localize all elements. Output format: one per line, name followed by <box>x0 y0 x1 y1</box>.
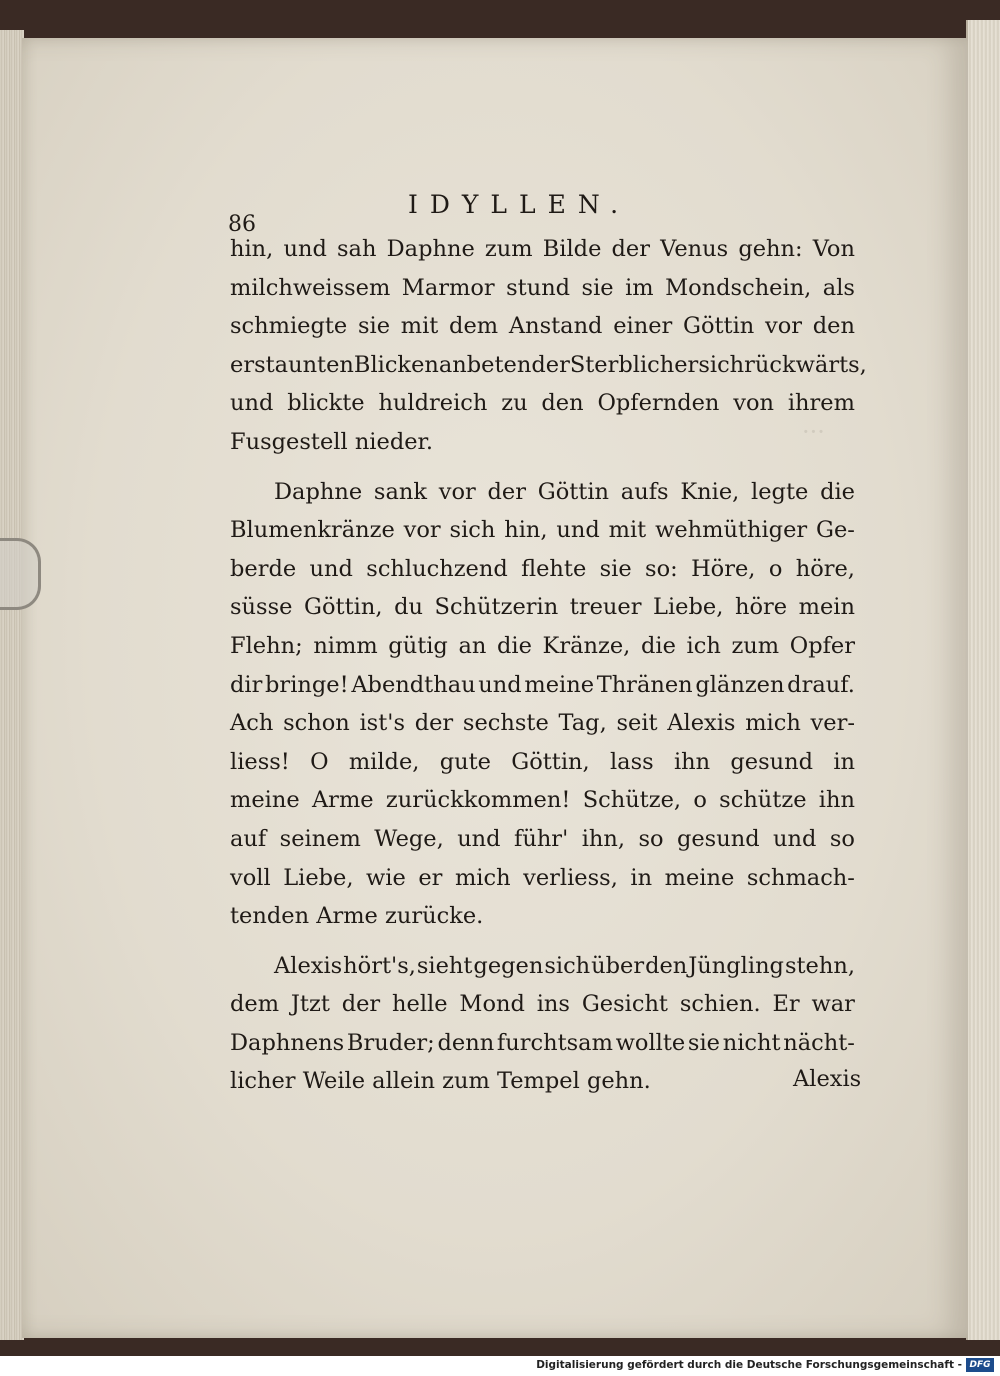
text-line: tenden Arme zurücke. <box>230 903 484 930</box>
catchword: Alexis <box>793 1066 862 1092</box>
right-page-edges <box>966 20 1000 1340</box>
text-line: meine Arme zurückkommen! Schütze, o schütze ihn <box>230 787 855 814</box>
paragraph <box>230 473 855 936</box>
text-line: licher Weile allein zum Tempel gehn. <box>230 1068 651 1095</box>
paragraph-gap <box>230 462 855 473</box>
text-line: Daphnens Bruder; denn furchtsam wollte sie nicht nächt- <box>230 1029 855 1056</box>
text-line: süsse Göttin, du Schützerin treuer Liebe, höre mein <box>230 594 855 621</box>
text-line: schmiegte sie mit dem Anstand einer Göttin vor den <box>230 313 855 340</box>
left-page-edges <box>0 30 24 1340</box>
text-line: Fusgestell nieder. <box>230 428 433 455</box>
dfg-logo: DFG <box>966 1358 994 1372</box>
text-line: auf seinem Wege, und führ' ihn, so gesund und so <box>230 825 855 852</box>
running-title: IDYLLEN. <box>408 190 631 219</box>
text-line: berde und schluchzend flehte sie so: Höre, o höre, <box>230 555 855 582</box>
text-line: voll Liebe, wie er mich verliess, in meine schmach- <box>230 864 855 891</box>
text-line: und blickte huldreich zu den Opfernden von ihrem <box>230 390 855 417</box>
text-line: erstaunten Blicken anbetender Sterblicher sich rückwärts, <box>230 351 867 378</box>
text-line: Flehn; nimm gütig an die Kränze, die ich zum Opfer <box>230 632 855 659</box>
paragraph <box>230 947 855 1101</box>
text-line: milchweissem Marmor stund sie im Mondschein, als <box>230 274 855 301</box>
paragraph <box>230 230 867 462</box>
text-line: Ach schon ist's der sechste Tag, seit Alexis mich ver- <box>230 710 855 737</box>
text-line: dem Jtzt der helle Mond ins Gesicht schien. Er war <box>230 991 855 1018</box>
page-clip <box>0 538 41 610</box>
paragraph-gap <box>230 936 855 947</box>
text-line: liess! O milde, gute Göttin, lass ihn gesund in <box>230 748 855 775</box>
show-through-text: ··· <box>802 418 825 446</box>
page-number: 86 <box>228 212 256 237</box>
text-line: dir bringe! Abendthau und meine Thränen glänzen drauf. <box>230 671 855 698</box>
text-line: Alexis hört's, sieht gegen sich über den Jüngling stehn, <box>274 952 855 979</box>
footer-bar <box>0 1356 1000 1376</box>
funding-note: Digitalisierung gefördert durch die Deutsche Forschungsgemeinschaft - <box>536 1359 962 1371</box>
text-line: Blumenkränze vor sich hin, und mit wehmüthiger Ge- <box>230 517 855 544</box>
page-body-text <box>230 230 867 1101</box>
text-line: hin, und sah Daphne zum Bilde der Venus gehn: Von <box>230 236 855 262</box>
text-line: Daphne sank vor der Göttin aufs Knie, legte die <box>274 478 855 505</box>
